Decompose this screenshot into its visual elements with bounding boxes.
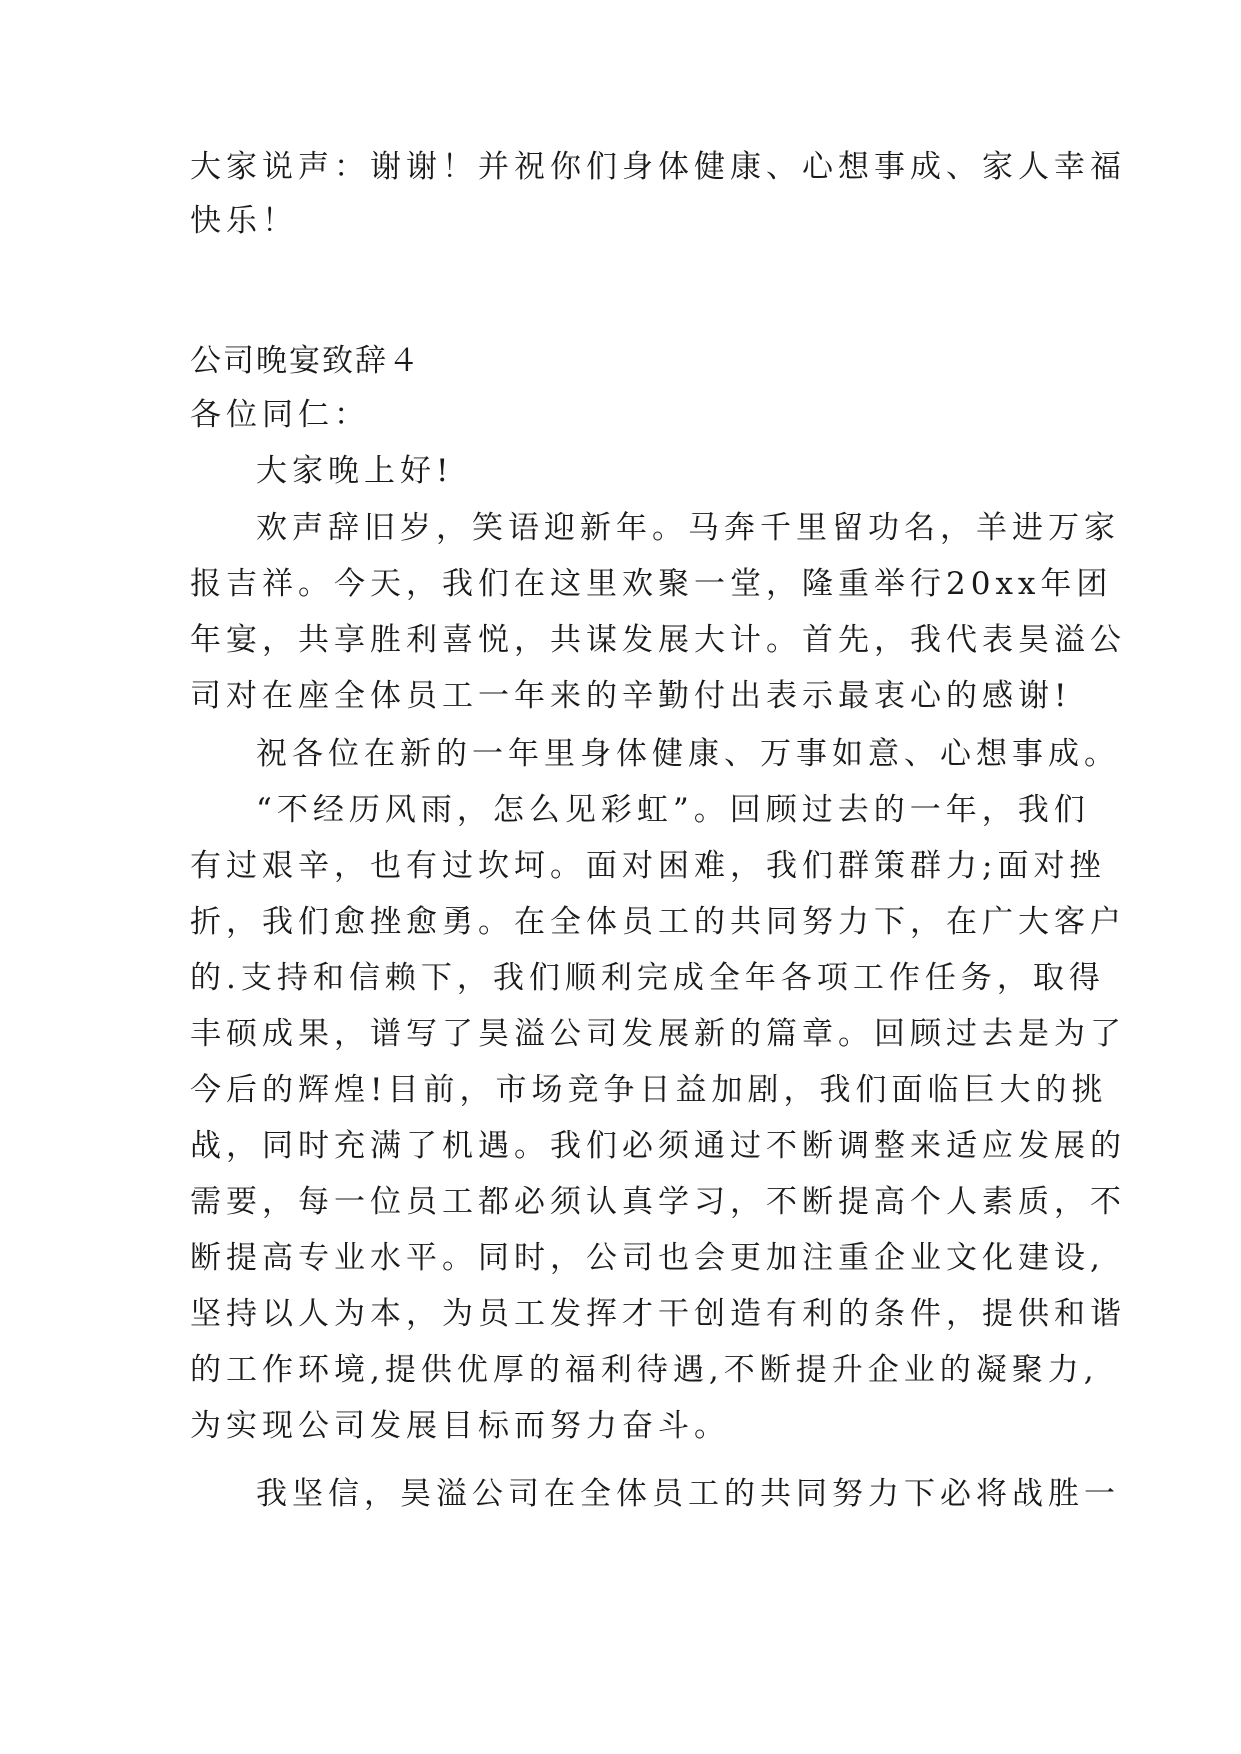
paragraph-line: 欢声辞旧岁，笑语迎新年。马奔千里留功名，羊进万家 — [256, 510, 1120, 546]
paragraph-line: 祝各位在新的一年里身体健康、万事如意、心想事成。 — [256, 736, 1120, 772]
salutation: 各位同仁： — [190, 397, 370, 433]
paragraph-line: 需要，每一位员工都必须认真学习，不断提高个人素质，不 — [190, 1184, 1126, 1220]
paragraph-line: 折，我们愈挫愈勇。在全体员工的共同努力下，在广大客户 — [190, 904, 1126, 940]
paragraph-line: 战，同时充满了机遇。我们必须通过不断调整来适应发展的 — [190, 1128, 1126, 1164]
paragraph-line: 为实现公司发展目标而努力奋斗。 — [190, 1408, 730, 1444]
paragraph-line: 断提高专业水平。同时，公司也会更加注重企业文化建设, — [190, 1240, 1105, 1276]
greeting: 大家晚上好! — [256, 453, 454, 489]
paragraph-line: 年宴，共享胜利喜悦，共谋发展大计。首先，我代表昊溢公 — [190, 622, 1126, 658]
paragraph-line: 丰硕成果，谱写了昊溢公司发展新的篇章。回顾过去是为了 — [190, 1016, 1126, 1052]
paragraph-line: “不经历风雨，怎么见彩虹”。回顾过去的一年，我们 — [256, 792, 1090, 828]
paragraph-line: 的工作环境,提供优厚的福利待遇,不断提升企业的凝聚力, — [190, 1352, 1099, 1388]
intro-line: 快乐！ — [190, 203, 298, 239]
paragraph-line: 坚持以人为本，为员工发挥才干创造有利的条件，提供和谐 — [190, 1296, 1126, 1332]
paragraph-line: 司对在座全体员工一年来的辛勤付出表示最衷心的感谢! — [190, 678, 1072, 714]
section-title: 公司晚宴致辞４ — [190, 343, 421, 379]
paragraph-line: 今后的辉煌!目前，市场竞争日益加剧，我们面临巨大的挑 — [190, 1072, 1108, 1108]
paragraph-line: 报吉祥。今天，我们在这里欢聚一堂，隆重举行20xx年团 — [190, 566, 1113, 602]
paragraph-line: 的.支持和信赖下，我们顺利完成全年各项工作任务，取得 — [190, 960, 1105, 996]
paragraph-line: 我坚信，昊溢公司在全体员工的共同努力下必将战胜一 — [256, 1476, 1120, 1512]
intro-line: 大家说声：谢谢！并祝你们身体健康、心想事成、家人幸福 — [190, 149, 1126, 185]
paragraph-line: 有过艰辛，也有过坎坷。面对困难，我们群策群力;面对挫 — [190, 848, 1106, 884]
